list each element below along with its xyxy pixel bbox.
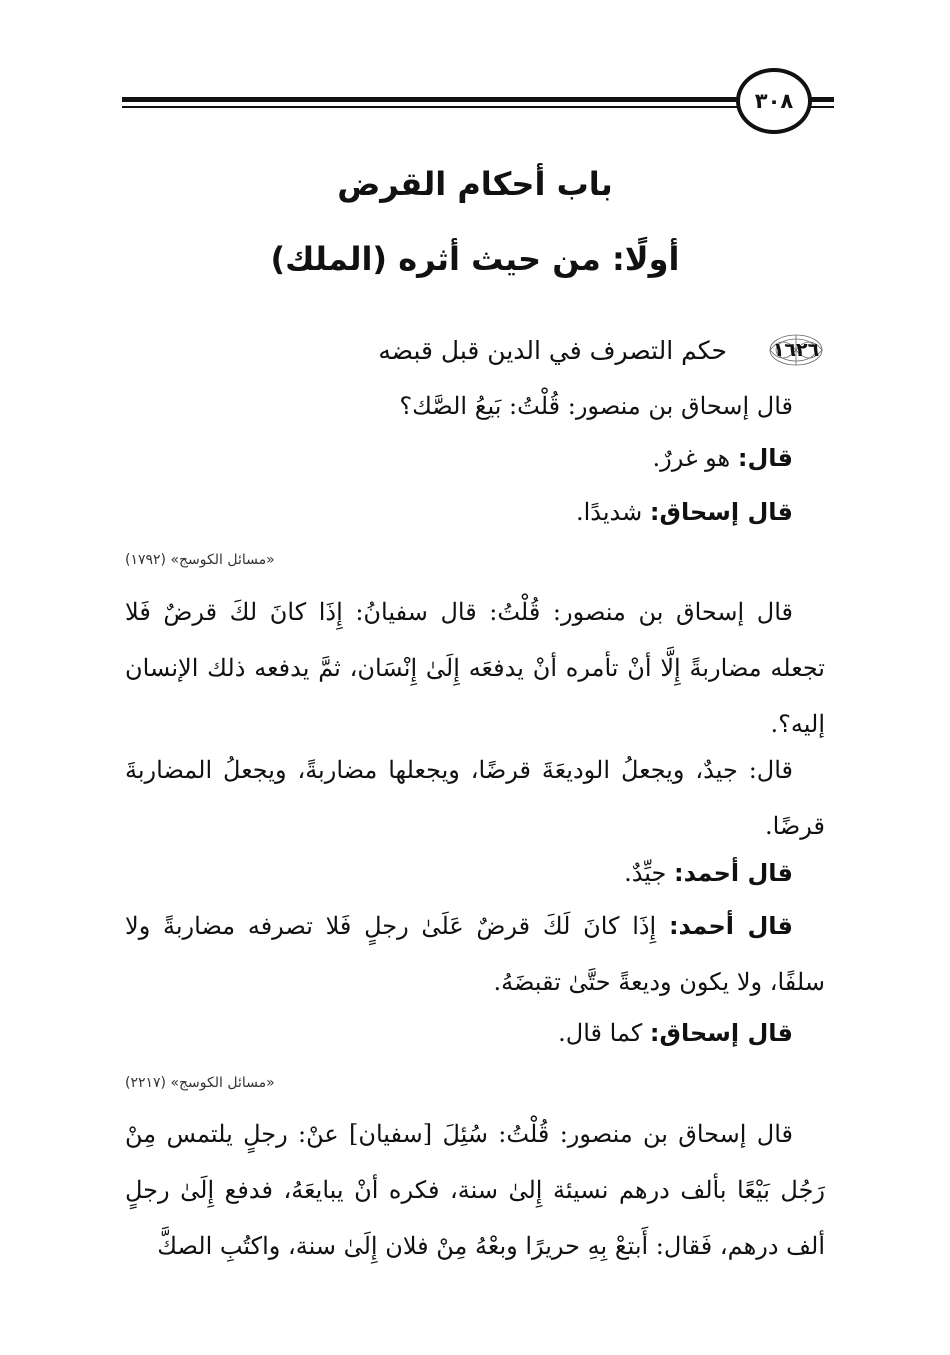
- paragraph: [125, 742, 825, 854]
- masala-title: حكم التصرف في الدين قبل قبضه: [378, 335, 727, 365]
- masala-number: ١٦٢٦: [772, 339, 820, 361]
- paragraph-text: قال: جيدٌ، ويجعلُ الوديعَةَ قرضًا، ويجعلها مضاربةً، ويجعلُ المضاربةَ قرضًا.: [125, 756, 825, 840]
- paragraph: [125, 1005, 825, 1061]
- speaker-label: قال إسحاق:: [649, 1019, 793, 1047]
- masala-heading: [125, 330, 825, 370]
- paragraph-text: قال إسحاق بن منصور: قُلْتُ: قال سفيانُ: إِذَا كانَ لكَ قرضٌ فَلا تجعله مضاربةً إِلَّا أنْ تأمره أنْ يدفعَه إِلَىٰ إِنْسَان، ثمَّ يدفعه ذلك الإنسان إليه؟.: [125, 598, 825, 738]
- speaker-label: قال أحمد:: [668, 912, 794, 940]
- source-reference: «مسائل الكوسج» (٢٢١٧): [125, 1075, 275, 1091]
- header-rule-thin: [122, 106, 834, 108]
- page-number-badge: [736, 68, 812, 134]
- paragraph: [125, 430, 825, 486]
- paragraph-text: شديدًا.: [575, 498, 650, 526]
- source-reference: «مسائل الكوسج» (١٧٩٢): [125, 552, 275, 568]
- speaker-label: قال إسحاق:: [649, 498, 793, 526]
- paragraph-text: قال إسحاق بن منصور: قُلْتُ: بَيعُ الصَّك؟: [399, 392, 793, 420]
- paragraph: [125, 1106, 825, 1274]
- paragraph: [125, 584, 825, 752]
- paragraph: [125, 484, 825, 540]
- section-title: أولًا: من حيث أثره (الملك): [270, 240, 680, 278]
- paragraph-text: جيِّدٌ.: [624, 859, 675, 887]
- paragraph-text: كما قال.: [558, 1019, 650, 1047]
- paragraph-text: قال إسحاق بن منصور: قُلْتُ: سُئِلَ [سفيان] عنْ: رجلٍ يلتمس مِنْ رَجُل بَيْعًا بألف درهم نسيئة إِلىٰ سنة، فكره أنْ يبايعَهُ، فدفع إِلَىٰ رجلٍ ألف درهم، فَقال: أَبتعْ بِهِ حريرًا وبعْهُ مِنْ فلان إِلَىٰ سنة، واكتُبِ الصكَّ: [125, 1120, 825, 1260]
- chapter-title: باب أحكام القرض: [337, 165, 613, 203]
- paragraph-text: إِذَا كانَ لَكَ قرضٌ عَلَىٰ رجلٍ فَلا تصرفه مضاربةً ولا سلفًا، ولا يكون وديعةً حتَّىٰ تقبضَهُ.: [125, 912, 825, 996]
- paragraph: [125, 898, 825, 1010]
- paragraph: [125, 845, 825, 901]
- paragraph: [125, 378, 825, 434]
- speaker-label: قال:: [737, 444, 793, 472]
- paragraph-text: هو غررٌ.: [652, 444, 738, 472]
- page-number: ٣٠٨: [754, 89, 794, 113]
- header-rule-thick: [122, 97, 834, 102]
- masala-number-emblem: [767, 332, 825, 368]
- speaker-label: قال أحمد:: [674, 859, 793, 887]
